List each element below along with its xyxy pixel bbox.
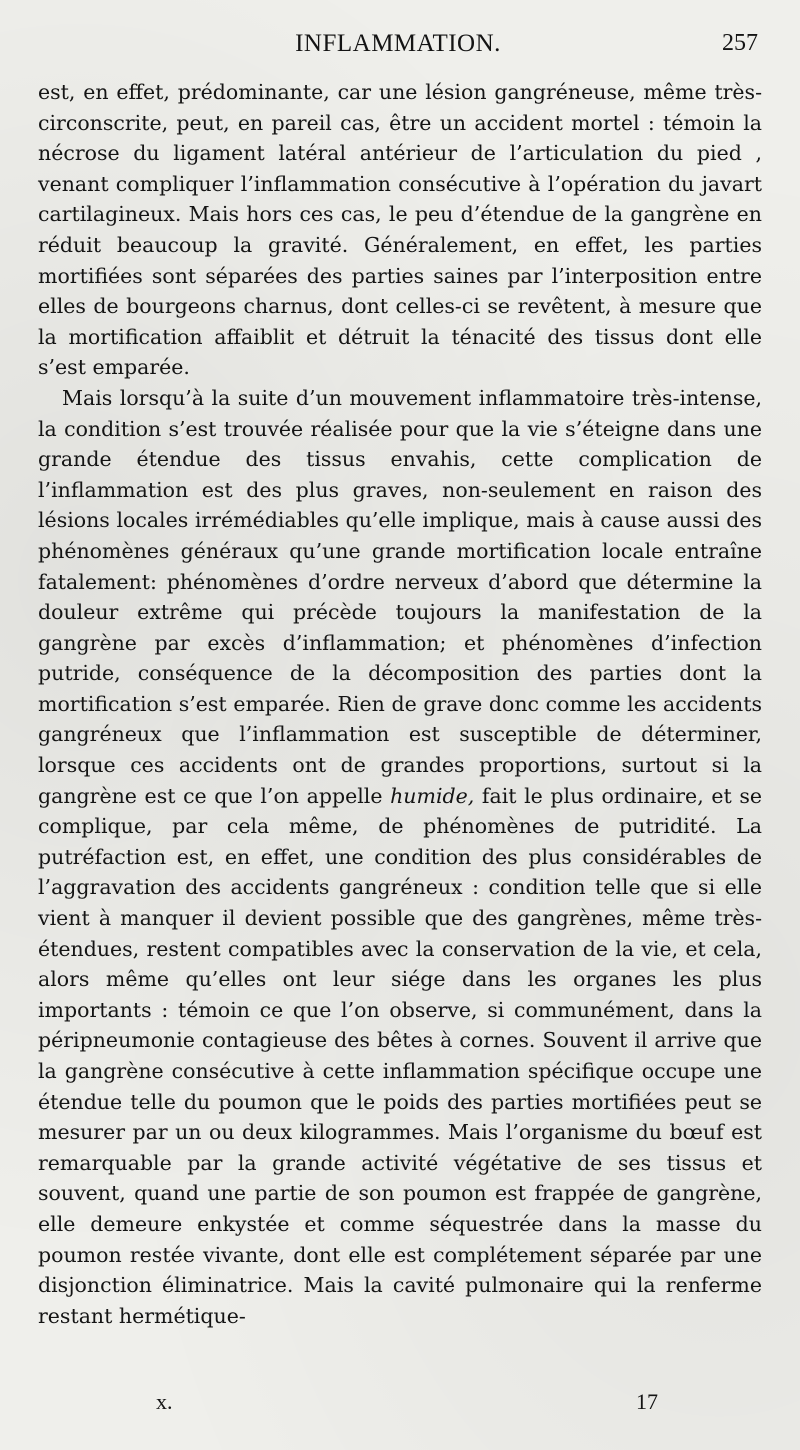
running-head-title: INFLAMMATION. xyxy=(295,30,501,57)
paragraph-1 xyxy=(38,77,762,383)
body-text xyxy=(38,77,762,1331)
paragraph-2-text-end: fait le plus ordinaire, et se complique, par cela même, de phénomènes de putridité. La putréfaction est, en effet, une condition des plus considérables de l’aggravation des accidents gangréneux : condition telle que si elle vient à manquer il devient possible que des gangrènes, même très-étendues, restent compatibles avec la conservation de la vie, et cela, alors même qu’elles ont leur siége dans les organes les plus importants : témoin ce que l’on observe, si communément, dans la péripneumonie contagieuse des bêtes à cornes. Souvent il arrive que la gangrène consécutive à cette inflammation spécifique occupe une étendue telle du poumon que le poids des parties mortifiées peut se mesurer par un ou deux kilogrammes. Mais l’organisme du bœuf est remarquable par la grande activité végétative de ses tissus et souvent, quand une partie de son poumon est frappée de gangrène, elle demeure enkystée et comme séquestrée dans la masse du poumon restée vivante, dont elle est complétement séparée par une disjonction éliminatrice. Mais la cavité pulmonaire qui la renferme restant hermétique- xyxy=(38,783,762,1328)
paragraph-1-text: est, en effet, prédominante, car une lésion gangréneuse, même très-circonscrite, peut, en pareil cas, être un accident mortel : témoin la nécrose du ligament latéral antérieur de l’articulation du pied , venant compliquer l’inflammation consécutive à l’opération du javart cartilagineux. Mais hors ces cas, le peu d’étendue de la gangrène en réduit beaucoup la gravité. Généralement, en effet, les parties mortifiées sont séparées des parties saines par l’interposition entre elles de bourgeons charnus, dont celles-ci se revêtent, à mesure que la mortification affaiblit et détruit la ténacité des tissus dont elle s’est emparée. xyxy=(38,80,762,380)
sheet-number: 17 xyxy=(636,1389,658,1414)
signature-mark: x. xyxy=(156,1389,173,1414)
paragraph-2-text-start: Mais lorsqu’à la suite d’un mouvement inflammatoire très-intense, la condition s’est trouvée réalisée pour que la vie s’éteigne dans une grande étendue des tissus envahis, cette complication de l’inflammation est des plus graves, non-seulement en raison des lésions locales irrémédiables qu’elle implique, mais à cause aussi des phénomènes généraux qu’une grande mortification locale entraîne fatalement: phénomènes d’ordre nerveux d’abord que détermine la douleur extrême qui précède toujours la manifestation de la gangrène par excès d’inflammation; et phénomènes d’infection putride, conséquence de la décomposition des parties dont la mortification s’est emparée. Rien de grave donc comme les accidents gangréneux que l’inflammation est susceptible de déterminer, lorsque ces accidents ont de grandes proportions, surtout si la gangrène est ce que l’on appelle xyxy=(38,385,762,808)
page-number: 257 xyxy=(722,30,758,56)
page-footer xyxy=(38,1389,758,1419)
running-head xyxy=(38,30,758,64)
paragraph-2 xyxy=(38,383,762,1331)
emphasis-humide: humide, xyxy=(390,783,475,808)
